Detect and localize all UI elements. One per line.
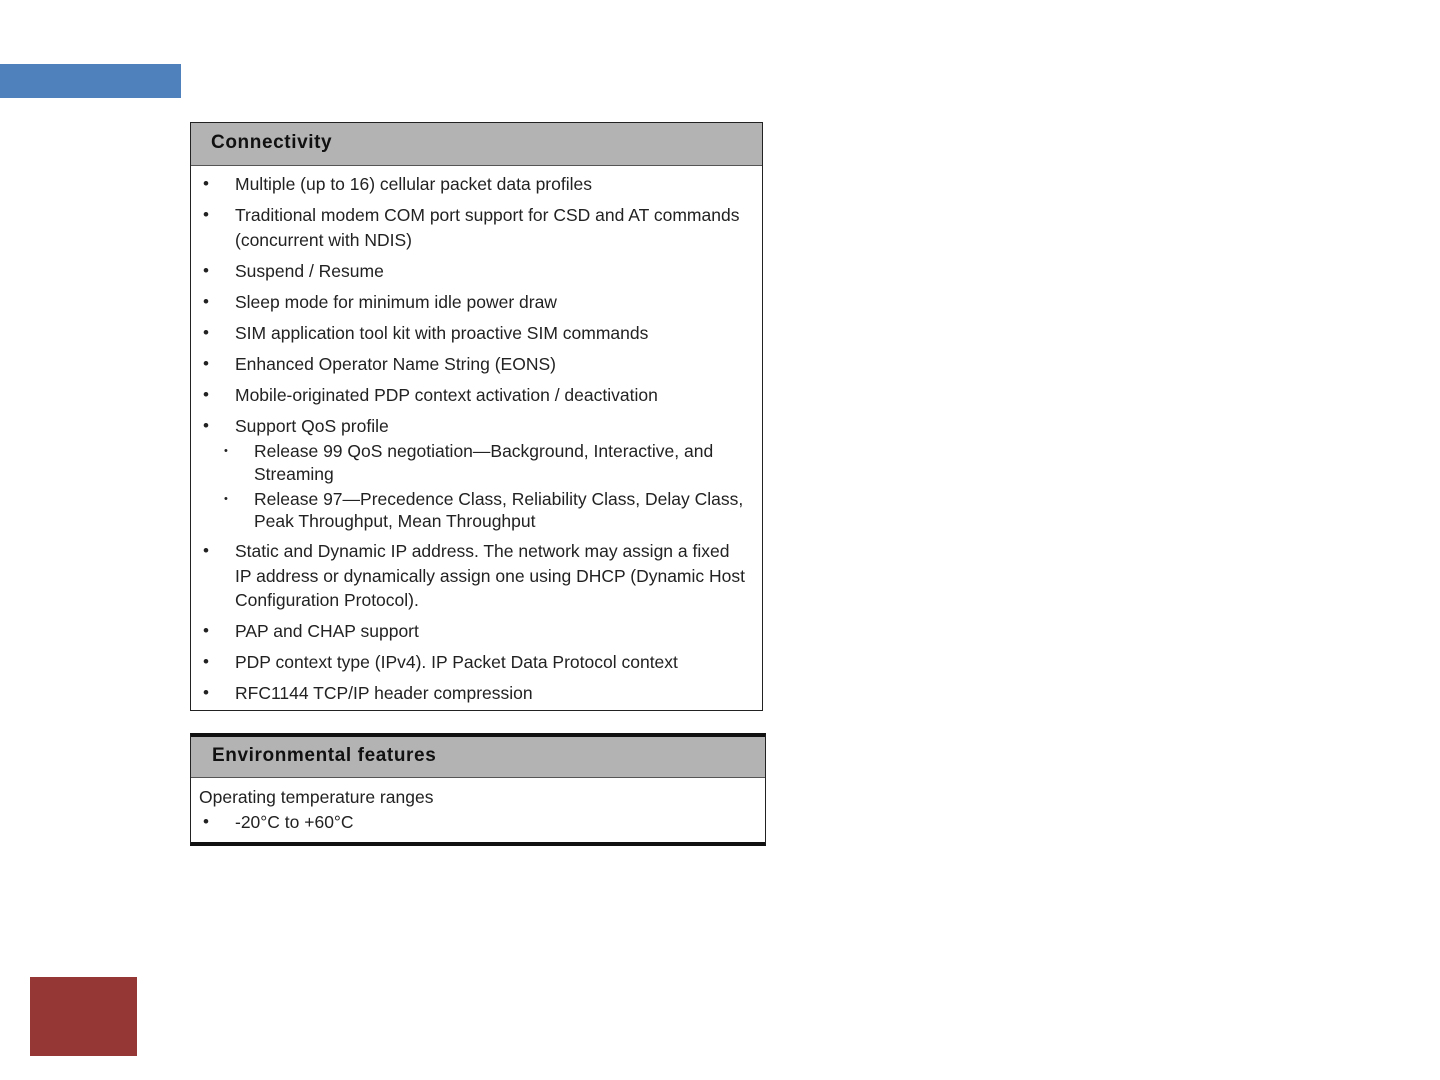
- list-item: [191, 414, 762, 533]
- list-item-text: Support QoS profile: [235, 415, 389, 436]
- sub-list-item-text: Release 99 QoS negotiation—Background, Interactive, and Streaming: [254, 441, 714, 484]
- list-item-text: Suspend / Resume: [235, 260, 384, 281]
- list-item: [191, 539, 762, 613]
- environmental-intro: Operating temperature ranges: [199, 787, 434, 807]
- environmental-body: [191, 778, 765, 835]
- list-item-text: Multiple (up to 16) cellular packet data profiles: [235, 174, 592, 194]
- list-item: [191, 259, 762, 284]
- sub-list-item-text: Release 97—Precedence Class, Reliability Class, Delay Class, Peak Throughput, Mean Throughput: [254, 488, 744, 531]
- bullet-icon: •: [203, 415, 209, 435]
- bullet-icon: •: [203, 812, 209, 831]
- bullet-icon: •: [203, 205, 209, 224]
- list-item-text: Enhanced Operator Name String (EONS): [235, 353, 556, 374]
- list-item-text: Static and Dynamic IP address. The network may assign a fixed IP address or dynamically assign one using DHCP (Dynamic Host Configuration Protocol).: [235, 541, 745, 610]
- qos-sublist: [191, 440, 750, 533]
- connectivity-list: [191, 166, 762, 706]
- environmental-list: [199, 810, 765, 835]
- environmental-table: [190, 733, 766, 846]
- environmental-title: Environmental features: [191, 737, 765, 778]
- list-item: [191, 681, 762, 706]
- sub-bullet-icon: •: [224, 445, 228, 457]
- sub-list-item: [191, 440, 750, 485]
- sub-bullet-icon: •: [224, 492, 228, 505]
- list-item: [191, 352, 762, 377]
- list-item-text: RFC1144 TCP/IP header compression: [235, 683, 533, 703]
- bullet-icon: •: [203, 260, 209, 280]
- list-item-text: PDP context type (IPv4). IP Packet Data Protocol context: [235, 652, 678, 672]
- bullet-icon: •: [203, 384, 209, 404]
- bullet-icon: •: [203, 291, 209, 311]
- sub-list-item: [191, 488, 750, 533]
- list-item: [199, 810, 765, 835]
- list-item: [191, 290, 762, 315]
- list-item: [191, 383, 762, 408]
- bullet-icon: •: [203, 322, 209, 342]
- bullet-icon: •: [203, 541, 209, 560]
- list-item: [191, 321, 762, 346]
- list-item-text: Sleep mode for minimum idle power draw: [235, 291, 557, 312]
- bullet-icon: •: [203, 621, 209, 640]
- slide-accent-bar: [0, 64, 181, 98]
- list-item-text: Mobile-originated PDP context activation / deactivation: [235, 384, 658, 405]
- bullet-icon: •: [203, 174, 209, 193]
- list-item: [191, 650, 762, 675]
- connectivity-table: [190, 122, 763, 711]
- list-item-text: -20°C to +60°C: [235, 812, 354, 832]
- list-item: [191, 619, 762, 644]
- list-item-text: Traditional modem COM port support for CSD and AT commands (concurrent with NDIS): [235, 205, 740, 250]
- bullet-icon: •: [203, 683, 209, 702]
- bullet-icon: •: [203, 652, 209, 671]
- list-item-text: SIM application tool kit with proactive SIM commands: [235, 322, 649, 343]
- bullet-icon: •: [203, 353, 209, 373]
- slide-accent-square: [30, 977, 137, 1056]
- list-item: [191, 203, 762, 252]
- connectivity-title: Connectivity: [191, 123, 762, 166]
- list-item-text: PAP and CHAP support: [235, 621, 419, 641]
- list-item: [191, 172, 762, 197]
